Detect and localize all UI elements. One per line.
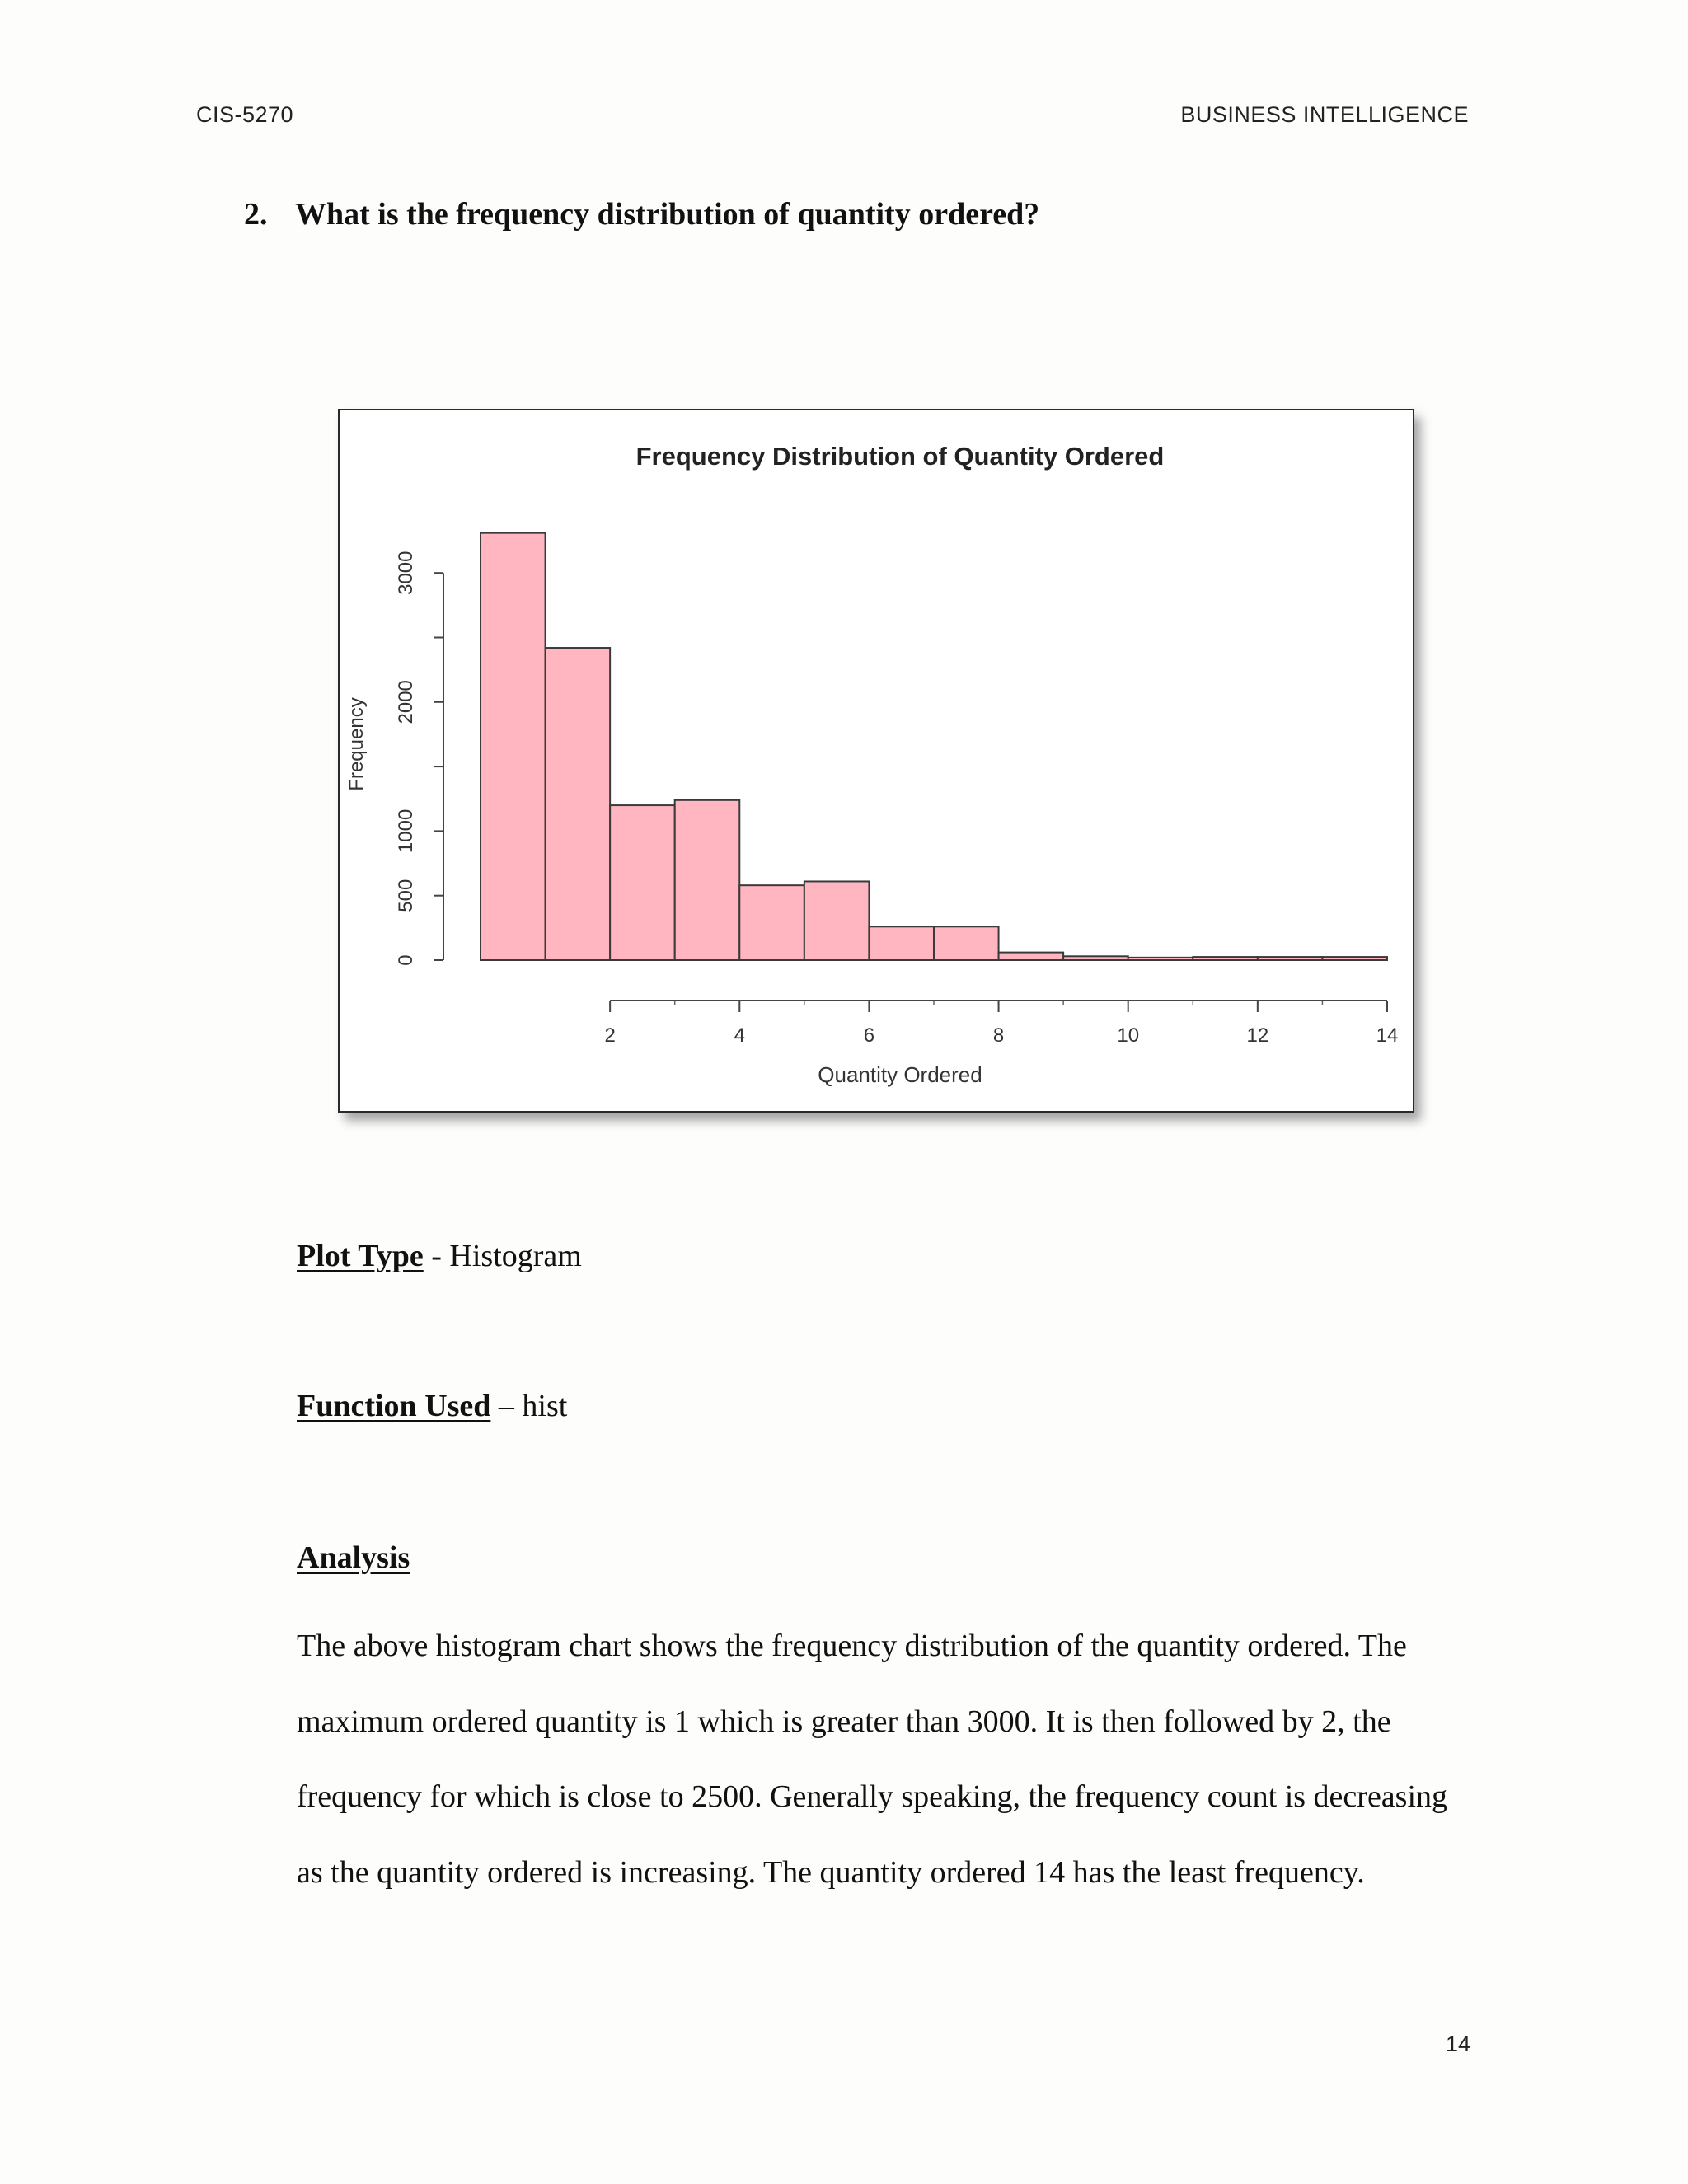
header-course-title: BUSINESS INTELLIGENCE	[1180, 102, 1469, 127]
x-tick-label: 8	[992, 1024, 1005, 1047]
y-tick-label: 0	[395, 954, 417, 966]
question-number: 2.	[244, 197, 268, 232]
plot-type-separator: -	[423, 1239, 450, 1273]
plot-type-line	[297, 1238, 582, 1274]
x-tick-label: 14	[1376, 1024, 1399, 1047]
function-used-separator: –	[490, 1389, 523, 1423]
question-text: What is the frequency distribution of quantity ordered?	[295, 197, 1040, 232]
histogram-bar	[481, 533, 546, 960]
histogram-bar	[546, 648, 611, 960]
plot-type-value: Histogram	[449, 1239, 582, 1273]
analysis-heading: Analysis	[297, 1540, 410, 1575]
plot-type-label: Plot Type	[297, 1239, 424, 1273]
histogram-bar	[1063, 956, 1128, 960]
function-used-line	[297, 1388, 567, 1424]
histogram-bar	[999, 953, 1064, 960]
x-tick-label: 4	[734, 1024, 745, 1047]
histogram-bar	[869, 926, 934, 960]
y-tick-label: 500	[395, 879, 417, 912]
x-axis-label: Quantity Ordered	[818, 1062, 982, 1087]
y-tick-label: 3000	[395, 551, 417, 595]
histogram-bar	[1193, 957, 1258, 960]
x-tick-label: 10	[1117, 1024, 1140, 1047]
y-tick-label: 2000	[395, 680, 417, 724]
histogram-bar	[1128, 958, 1193, 960]
histogram-bars	[481, 533, 1387, 960]
header-course-code: CIS-5270	[196, 102, 294, 127]
histogram-svg	[340, 410, 1413, 1111]
function-used-label: Function Used	[297, 1389, 491, 1423]
function-used-value: hist	[522, 1389, 568, 1423]
histogram-bar	[804, 881, 870, 960]
histogram-bar	[1258, 957, 1323, 960]
page-number: 14	[1445, 2032, 1470, 2056]
x-tick-label: 12	[1246, 1024, 1269, 1047]
histogram-bar	[934, 926, 999, 960]
chart-title: Frequency Distribution of Quantity Ordered	[635, 442, 1165, 471]
x-tick-label: 6	[863, 1024, 875, 1047]
histogram-chart	[338, 409, 1414, 1113]
x-tick-label: 2	[604, 1024, 616, 1047]
analysis-paragraph: The above histogram chart shows the frequency distribution of the quantity ordered. The maximum ordered quantity is 1 which is greater than 3000. It is then followed by 2, the frequency for which is close to 2500. Generally speaking, the frequency count is decreasing as the quantity ordered is increasing. The quantity ordered 14 has the least frequency.	[297, 1629, 1448, 1890]
question-heading	[244, 196, 1039, 232]
x-axis	[604, 1001, 1398, 1047]
y-axis	[395, 551, 443, 966]
histogram-bar	[610, 805, 675, 960]
y-axis-label: Frequency	[345, 697, 368, 791]
histogram-bar	[1322, 957, 1387, 960]
histogram-bar	[739, 885, 804, 960]
y-tick-label: 1000	[395, 808, 418, 854]
histogram-bar	[675, 800, 740, 960]
